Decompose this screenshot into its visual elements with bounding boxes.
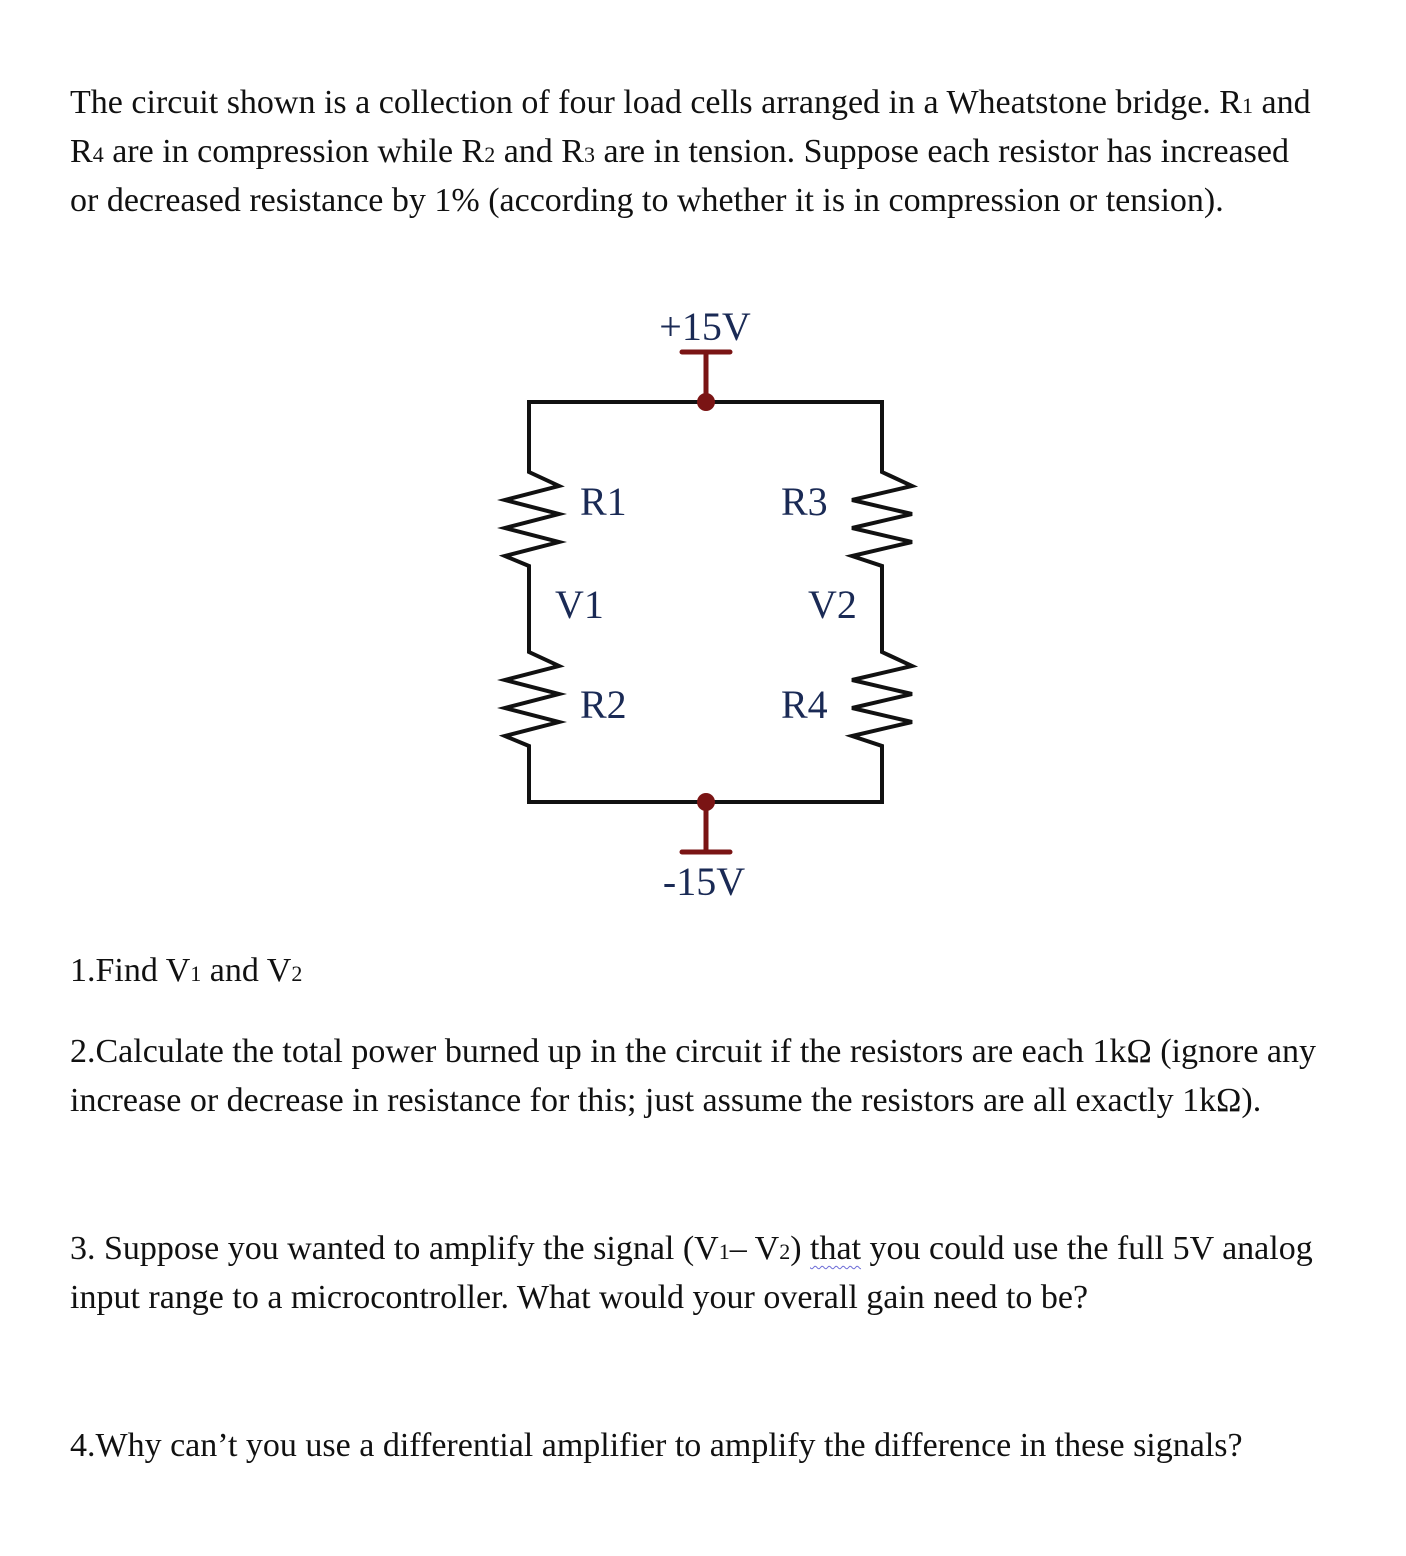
- question-3: [70, 1224, 1320, 1322]
- spellcheck-squiggle-word: that: [810, 1230, 862, 1267]
- intro-sub-3: 3: [584, 142, 595, 167]
- supply-top-label: +15V: [659, 304, 751, 349]
- v2-label: V2: [808, 582, 857, 627]
- question-1: [70, 946, 1320, 995]
- top-node-dot: [697, 393, 715, 411]
- q1-text-2: and V: [201, 952, 292, 989]
- q3-text-1: 3. Suppose you wanted to amplify the signal (V: [70, 1230, 719, 1267]
- q1-sub-2: 2: [291, 961, 303, 986]
- supply-bottom-label: -15V: [662, 859, 746, 904]
- bottom-node-dot: [697, 793, 715, 811]
- question-4: 4.Why can’t you use a differential amplifier to amplify the difference in these signals?: [70, 1427, 1243, 1464]
- intro-paragraph: [70, 78, 1320, 225]
- intro-text-3: are in compression while R: [103, 133, 485, 170]
- q3-text-3: ): [790, 1230, 811, 1267]
- intro-sub-4: 4: [92, 142, 104, 167]
- q3-sub-2: 2: [779, 1239, 791, 1264]
- negative-supply-terminal: [682, 804, 730, 852]
- q3-text-2: – V: [729, 1230, 780, 1267]
- q3-text-4: you could use the full 5V analog input range to a microcontroller. What would your overall gain need to be?: [70, 1230, 1313, 1316]
- intro-text-5: are in tension. Suppose each resistor has increased or decreased resistance by 1% (according to whether it is in compression or tension).: [70, 133, 1289, 219]
- q1-text-1: 1.Find V: [70, 952, 191, 989]
- question-2: 2.Calculate the total power burned up in the circuit if the resistors are each 1kΩ (ignore any increase or decrease in resistance for this; just assume the resistors are all exactly 1kΩ).: [70, 1033, 1316, 1119]
- intro-sub-1: 1: [1242, 93, 1253, 118]
- q3-sub-1: 1: [718, 1239, 730, 1264]
- intro-text-1: The circuit shown is a collection of four load cells arranged in a Wheatstone bridge. R: [70, 84, 1242, 121]
- right-branch-r3-r4: [852, 402, 912, 802]
- v1-label: V1: [555, 582, 604, 627]
- r3-label: R3: [781, 479, 828, 524]
- r1-label: R1: [580, 479, 627, 524]
- left-branch-r1-r2: [505, 402, 559, 802]
- r4-label: R4: [781, 682, 828, 727]
- positive-supply-terminal: [682, 352, 730, 400]
- intro-sub-2: 2: [484, 142, 496, 167]
- intro-text-4: and R: [495, 133, 584, 170]
- intro-text-2: and R: [70, 84, 1311, 170]
- bridge-wires: [505, 402, 912, 802]
- r2-label: R2: [580, 682, 627, 727]
- q1-sub-1: 1: [190, 961, 202, 986]
